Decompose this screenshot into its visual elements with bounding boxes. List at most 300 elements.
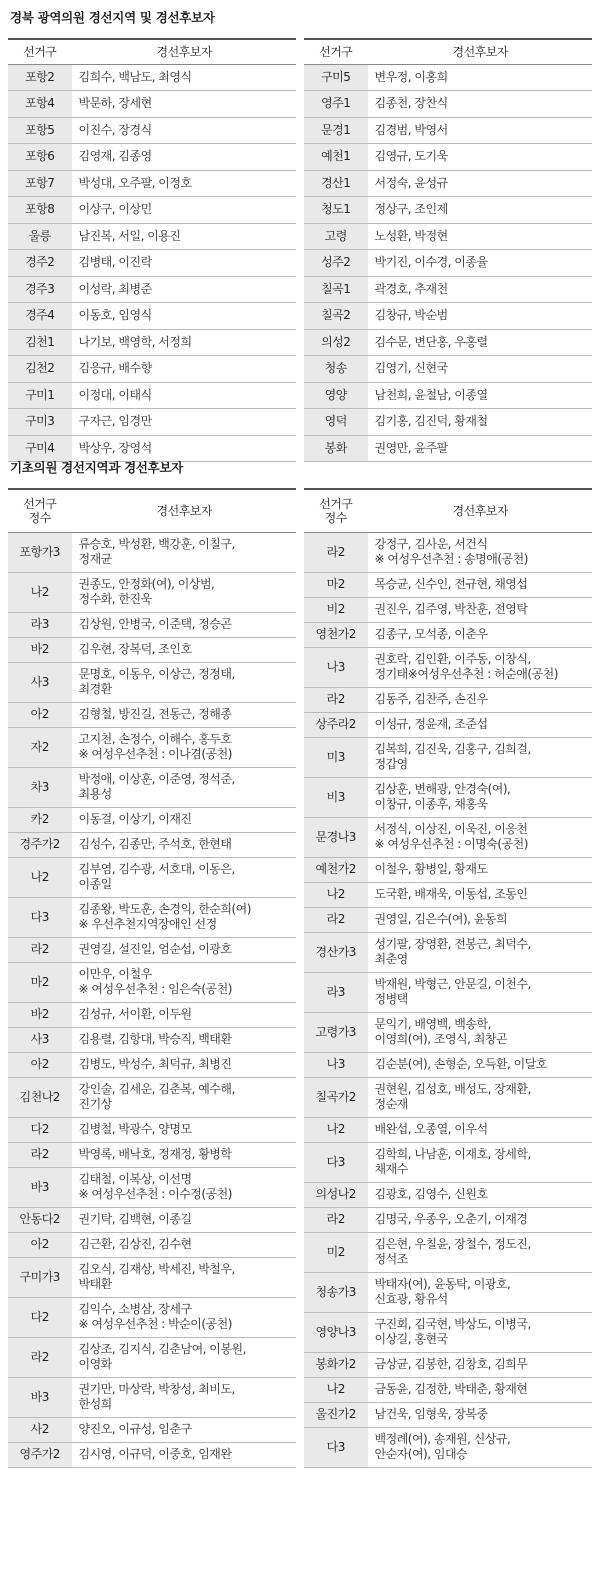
candidates-cell bbox=[368, 1207, 592, 1232]
candidate-line: 서정식, 이상진, 이욱진, 이응천 bbox=[374, 822, 528, 836]
candidate-line: 이종일 bbox=[78, 877, 112, 891]
candidates-cell bbox=[72, 637, 296, 662]
column-header-district-line2: 정수 bbox=[324, 510, 347, 525]
district-cell: 영주1 bbox=[304, 91, 368, 118]
recommendation-note: ※ 여성우선추천 : 박순이(공천) bbox=[78, 1317, 232, 1331]
candidates-cell bbox=[72, 962, 296, 1002]
district-cell: 나2 bbox=[304, 882, 368, 907]
candidate-line: 최경환 bbox=[78, 682, 112, 696]
candidate-line: 권영일, 김은수(여), 윤동희 bbox=[374, 912, 508, 926]
candidates-cell bbox=[368, 622, 592, 647]
table-row bbox=[304, 409, 592, 436]
candidate-line: 김성규, 서이환, 이두원 bbox=[78, 1007, 192, 1021]
candidates-cell bbox=[72, 807, 296, 832]
table-row bbox=[304, 250, 592, 277]
table-row bbox=[304, 1402, 592, 1427]
candidate-line: 김광호, 김영수, 신원호 bbox=[374, 1187, 488, 1201]
candidates-cell bbox=[72, 1142, 296, 1167]
table-row bbox=[304, 1427, 592, 1467]
candidates-cell bbox=[368, 777, 592, 817]
column-header-district-line2: 정수 bbox=[28, 510, 51, 525]
candidate-line: 최춘영 bbox=[374, 952, 408, 966]
table-row bbox=[304, 329, 592, 356]
table-row bbox=[304, 972, 592, 1012]
table-row bbox=[304, 1182, 592, 1207]
district-cell: 칠곡1 bbox=[304, 276, 368, 303]
candidates-cell bbox=[368, 1077, 592, 1117]
table-row bbox=[304, 1012, 592, 1052]
table-row bbox=[8, 1052, 296, 1077]
district-cell: 나2 bbox=[8, 857, 72, 897]
table-row bbox=[304, 932, 592, 972]
district-cell: 김천2 bbox=[8, 356, 72, 383]
district-cell: 카2 bbox=[8, 807, 72, 832]
candidates-cell: 이정대, 이태식 bbox=[72, 382, 296, 409]
table-row bbox=[8, 197, 296, 224]
candidates-cell bbox=[72, 1077, 296, 1117]
candidate-line: 김명국, 우종우, 오춘기, 이재경 bbox=[374, 1212, 528, 1226]
district-cell: 바3 bbox=[8, 1167, 72, 1207]
candidate-line: 성기팔, 장영환, 전봉근, 최덕수, bbox=[374, 937, 531, 951]
recommendation-note: ※ 여성우선추천 : 이명숙(공천) bbox=[374, 837, 528, 851]
table-row bbox=[304, 737, 592, 777]
district-cell: 나2 bbox=[304, 1377, 368, 1402]
table-row bbox=[8, 1442, 296, 1467]
table-row bbox=[8, 1257, 296, 1297]
candidate-line: 정병택 bbox=[374, 992, 408, 1006]
district-cell: 봉화 bbox=[304, 435, 368, 462]
candidates-cell: 김영기, 신현국 bbox=[368, 356, 592, 383]
candidate-line: 고지천, 손정수, 이해수, 홍두호 bbox=[78, 732, 232, 746]
candidate-line: 진기상 bbox=[78, 1097, 112, 1111]
district-cell: 사2 bbox=[8, 1417, 72, 1442]
district-cell: 미3 bbox=[304, 737, 368, 777]
candidate-line: 권호락, 김인환, 이주동, 이창식, bbox=[374, 652, 531, 666]
table-row bbox=[304, 572, 592, 597]
district-cell: 포항2 bbox=[8, 64, 72, 91]
table-row bbox=[8, 329, 296, 356]
district-cell: 김천1 bbox=[8, 329, 72, 356]
district-cell: 경주3 bbox=[8, 276, 72, 303]
table-row bbox=[304, 1312, 592, 1352]
section2-right-table bbox=[304, 488, 592, 1468]
district-cell: 마2 bbox=[8, 962, 72, 1002]
candidate-line: 김상조, 김지식, 김춘남여, 이봉원, bbox=[78, 1342, 246, 1356]
district-cell: 미2 bbox=[304, 1232, 368, 1272]
table-row bbox=[8, 1232, 296, 1257]
candidates-cell bbox=[368, 597, 592, 622]
table-row bbox=[304, 117, 592, 144]
candidate-line: 김은현, 우칠윤, 장철수, 정도진, bbox=[374, 1237, 531, 1251]
candidate-line: 배완섭, 오종열, 이우석 bbox=[374, 1122, 488, 1136]
candidate-line: 김성수, 김종만, 주석호, 한현태 bbox=[78, 837, 232, 851]
candidates-cell: 김영재, 김종영 bbox=[72, 144, 296, 171]
column-header-candidates: 경선후보자 bbox=[72, 39, 296, 64]
section2-title: 기초의원 경선지역과 경선후보자 bbox=[10, 460, 183, 475]
district-cell: 다2 bbox=[8, 1117, 72, 1142]
candidates-cell: 권영만, 윤주팔 bbox=[368, 435, 592, 462]
candidate-line: 김동주, 김찬주, 손진우 bbox=[374, 692, 488, 706]
district-cell: 칠곡가2 bbox=[304, 1077, 368, 1117]
candidates-cell bbox=[368, 647, 592, 687]
table-row bbox=[304, 1272, 592, 1312]
table-row bbox=[8, 962, 296, 1002]
table-row bbox=[8, 91, 296, 118]
candidate-line: 박재원, 박형근, 안문길, 이천수, bbox=[374, 977, 531, 991]
candidates-cell bbox=[72, 1207, 296, 1232]
district-cell: 마2 bbox=[304, 572, 368, 597]
candidate-line: 이만우, 이철우 bbox=[78, 967, 152, 981]
table-row bbox=[304, 303, 592, 330]
candidate-line: 김오식, 김재상, 박세진, 박철우, bbox=[78, 1262, 235, 1276]
table-row bbox=[304, 64, 592, 91]
candidates-cell bbox=[368, 1182, 592, 1207]
table-row bbox=[8, 223, 296, 250]
district-cell: 구미3 bbox=[8, 409, 72, 436]
table-row bbox=[304, 170, 592, 197]
candidate-line: 남건욱, 임형욱, 장복중 bbox=[374, 1407, 488, 1421]
table-row bbox=[304, 647, 592, 687]
table-row bbox=[8, 382, 296, 409]
column-header-district: 선거구 bbox=[8, 39, 72, 64]
district-cell: 영천가2 bbox=[304, 622, 368, 647]
candidates-cell bbox=[72, 832, 296, 857]
candidates-cell bbox=[368, 1142, 592, 1182]
candidates-cell: 이상구, 이상민 bbox=[72, 197, 296, 224]
district-cell: 나2 bbox=[8, 572, 72, 612]
candidates-cell bbox=[72, 1417, 296, 1442]
candidate-line: 권기만, 마상락, 박창성, 최비도, bbox=[78, 1382, 235, 1396]
candidates-cell bbox=[72, 612, 296, 637]
candidates-cell: 김희수, 백남도, 최영식 bbox=[72, 64, 296, 91]
candidates-cell bbox=[368, 972, 592, 1012]
candidates-cell bbox=[72, 1297, 296, 1337]
candidates-cell bbox=[368, 1272, 592, 1312]
candidates-cell bbox=[72, 767, 296, 807]
district-cell: 봉화가2 bbox=[304, 1352, 368, 1377]
candidate-line: 정석조 bbox=[374, 1252, 408, 1266]
candidate-line: 박태자(여), 윤동탁, 이광호, bbox=[374, 1277, 511, 1291]
candidate-line: 김상원, 안병국, 이준택, 정승곤 bbox=[78, 617, 232, 631]
district-cell: 바2 bbox=[8, 637, 72, 662]
table-row bbox=[8, 767, 296, 807]
column-header-district-line1: 선거구 bbox=[23, 496, 57, 511]
candidates-cell bbox=[72, 937, 296, 962]
district-cell: 라2 bbox=[304, 532, 368, 572]
candidate-line: 신효광, 황유석 bbox=[374, 1292, 448, 1306]
district-cell: 라2 bbox=[304, 687, 368, 712]
candidate-line: 김병철, 박광수, 양명모 bbox=[78, 1122, 192, 1136]
table-row bbox=[304, 1232, 592, 1272]
recommendation-note: ※ 여성우선추천 : 송명애(공천) bbox=[374, 552, 528, 566]
candidates-cell bbox=[368, 932, 592, 972]
column-header-candidates: 경선후보자 bbox=[368, 489, 592, 532]
candidates-cell bbox=[72, 1117, 296, 1142]
district-cell: 다3 bbox=[304, 1142, 368, 1182]
table-row bbox=[304, 1142, 592, 1182]
candidate-line: 김복희, 김진욱, 김홍구, 김희걸, bbox=[374, 742, 531, 756]
table-row bbox=[304, 817, 592, 857]
district-cell: 다3 bbox=[8, 897, 72, 937]
candidates-cell: 남진복, 서일, 이용진 bbox=[72, 223, 296, 250]
candidates-cell bbox=[72, 572, 296, 612]
candidates-cell: 박상우, 장영석 bbox=[72, 435, 296, 462]
candidate-line: 최용성 bbox=[78, 787, 112, 801]
candidates-cell bbox=[368, 817, 592, 857]
table-row bbox=[304, 1207, 592, 1232]
candidates-cell: 박문하, 장세현 bbox=[72, 91, 296, 118]
candidate-line: 김종구, 모석종, 이춘우 bbox=[374, 627, 488, 641]
candidate-line: 김형철, 방진길, 전동근, 정해종 bbox=[78, 707, 232, 721]
candidates-cell bbox=[368, 532, 592, 572]
candidates-cell: 변우정, 이홍희 bbox=[368, 64, 592, 91]
district-cell: 고령 bbox=[304, 223, 368, 250]
candidates-cell bbox=[72, 1052, 296, 1077]
candidate-line: 권현원, 김성호, 배성도, 장재환, bbox=[374, 1082, 531, 1096]
candidates-cell bbox=[368, 882, 592, 907]
table-row bbox=[304, 1077, 592, 1117]
column-header-district-line1: 선거구 bbox=[319, 496, 353, 511]
table-row bbox=[8, 276, 296, 303]
district-cell: 구미4 bbox=[8, 435, 72, 462]
recommendation-note: ※ 우선추천지역장애인 선정 bbox=[78, 917, 217, 931]
candidate-line: 이철우, 황병일, 황재도 bbox=[374, 862, 488, 876]
candidate-line: 권영길, 설진일, 엄순섭, 이광호 bbox=[78, 942, 232, 956]
table-row bbox=[8, 1077, 296, 1117]
candidates-cell bbox=[72, 1257, 296, 1297]
district-cell: 라3 bbox=[304, 972, 368, 1012]
district-cell: 차3 bbox=[8, 767, 72, 807]
district-cell: 성주2 bbox=[304, 250, 368, 277]
district-cell: 경산1 bbox=[304, 170, 368, 197]
candidate-line: 권진우, 김주영, 박찬훈, 전영탁 bbox=[374, 602, 528, 616]
district-cell: 라2 bbox=[8, 1142, 72, 1167]
candidate-line: 김익수, 소병삼, 장세구 bbox=[78, 1302, 192, 1316]
column-header-candidates: 경선후보자 bbox=[72, 489, 296, 532]
district-cell: 라2 bbox=[8, 937, 72, 962]
recommendation-note: ※ 여성우선추천 : 이수정(공천) bbox=[78, 1187, 232, 1201]
table-row bbox=[8, 857, 296, 897]
district-cell: 다3 bbox=[304, 1427, 368, 1467]
candidate-line: 양진오, 이규성, 임춘구 bbox=[78, 1422, 192, 1436]
candidate-line: 도국환, 배재욱, 이동섭, 조동인 bbox=[374, 887, 528, 901]
district-cell: 자2 bbox=[8, 727, 72, 767]
candidates-cell bbox=[72, 1002, 296, 1027]
candidates-cell bbox=[368, 737, 592, 777]
candidate-line: 박정애, 이상훈, 이준영, 정석준, bbox=[78, 772, 235, 786]
table-row bbox=[8, 356, 296, 383]
district-cell: 경주2 bbox=[8, 250, 72, 277]
candidates-cell bbox=[72, 1027, 296, 1052]
candidates-cell: 김영규, 도기욱 bbox=[368, 144, 592, 171]
candidate-line: 문익기, 배영백, 백송학, bbox=[374, 1017, 491, 1031]
candidates-cell bbox=[368, 857, 592, 882]
table-row bbox=[304, 1052, 592, 1077]
table-row bbox=[8, 1377, 296, 1417]
candidates-cell bbox=[72, 1337, 296, 1377]
district-cell: 포항7 bbox=[8, 170, 72, 197]
table-row bbox=[8, 572, 296, 612]
district-cell: 비2 bbox=[304, 597, 368, 622]
table-row bbox=[304, 144, 592, 171]
candidate-line: 강인술, 김세운, 김춘복, 예수해, bbox=[78, 1082, 235, 1096]
table-row bbox=[304, 597, 592, 622]
candidates-cell bbox=[368, 1052, 592, 1077]
table-row bbox=[304, 687, 592, 712]
table-row bbox=[8, 612, 296, 637]
table-row bbox=[304, 712, 592, 737]
table-row bbox=[8, 409, 296, 436]
district-cell: 고령가3 bbox=[304, 1012, 368, 1052]
candidate-line: 한성희 bbox=[78, 1397, 112, 1411]
district-cell: 울진가2 bbox=[304, 1402, 368, 1427]
candidate-line: 이상길, 홍현국 bbox=[374, 1332, 448, 1346]
candidate-line: 목승균, 신수인, 전규현, 채영섭 bbox=[374, 577, 528, 591]
district-cell: 사3 bbox=[8, 662, 72, 702]
district-cell: 영주가2 bbox=[8, 1442, 72, 1467]
district-cell: 라2 bbox=[304, 1207, 368, 1232]
table-row bbox=[8, 144, 296, 171]
column-header-district bbox=[304, 489, 368, 532]
candidates-cell bbox=[368, 1402, 592, 1427]
table-row bbox=[8, 832, 296, 857]
candidate-line: 백정례(여), 송재원, 신상규, bbox=[374, 1432, 511, 1446]
table-row bbox=[8, 1297, 296, 1337]
table-row bbox=[8, 1142, 296, 1167]
district-cell: 영양 bbox=[304, 382, 368, 409]
candidate-line: 김병도, 박성수, 최덕규, 최병진 bbox=[78, 1057, 232, 1071]
table-row bbox=[8, 1337, 296, 1377]
table-row bbox=[8, 1167, 296, 1207]
table-row bbox=[8, 170, 296, 197]
candidate-line: 구진회, 김국현, 박상도, 이병국, bbox=[374, 1317, 531, 1331]
district-cell: 포항6 bbox=[8, 144, 72, 171]
column-header-district: 선거구 bbox=[304, 39, 368, 64]
district-cell: 의성나2 bbox=[304, 1182, 368, 1207]
district-cell: 구미1 bbox=[8, 382, 72, 409]
candidate-line: 이성규, 정윤재, 조준섭 bbox=[374, 717, 488, 731]
table-row bbox=[304, 1117, 592, 1142]
district-cell: 포항가3 bbox=[8, 532, 72, 572]
candidate-line: 정순재 bbox=[374, 1097, 408, 1111]
table-row bbox=[8, 727, 296, 767]
candidate-line: 권기탁, 김백현, 이종길 bbox=[78, 1212, 192, 1226]
table-row bbox=[304, 532, 592, 572]
table-row bbox=[304, 435, 592, 462]
candidates-cell: 김종천, 장찬식 bbox=[368, 91, 592, 118]
section2-left-table bbox=[8, 488, 296, 1468]
candidate-line: 금상균, 김봉한, 김창호, 김희무 bbox=[374, 1357, 528, 1371]
district-cell: 예천가2 bbox=[304, 857, 368, 882]
candidates-cell bbox=[368, 1117, 592, 1142]
candidate-line: 김상훈, 변해광, 안경숙(여), bbox=[374, 782, 511, 796]
candidates-cell: 이동호, 임영식 bbox=[72, 303, 296, 330]
candidate-line: 권종도, 안정화(여), 이상범, bbox=[78, 577, 215, 591]
table-row bbox=[8, 1002, 296, 1027]
district-cell: 아2 bbox=[8, 702, 72, 727]
candidate-line: 김시영, 이규덕, 이중호, 임재완 bbox=[78, 1447, 232, 1461]
district-cell: 경산가3 bbox=[304, 932, 368, 972]
candidates-cell: 이진수, 장경식 bbox=[72, 117, 296, 144]
candidate-line: 박영록, 배낙호, 정재정, 황병학 bbox=[78, 1147, 232, 1161]
candidates-cell bbox=[368, 1232, 592, 1272]
candidate-line: 문명호, 이동우, 이상근, 정정태, bbox=[78, 667, 235, 681]
section1-right-table bbox=[304, 38, 592, 462]
district-cell: 비3 bbox=[304, 777, 368, 817]
district-cell: 사3 bbox=[8, 1027, 72, 1052]
district-cell: 나2 bbox=[304, 1117, 368, 1142]
table-row bbox=[304, 1352, 592, 1377]
district-cell: 안동다2 bbox=[8, 1207, 72, 1232]
table-row bbox=[304, 356, 592, 383]
district-cell: 청송 bbox=[304, 356, 368, 383]
table-row bbox=[8, 1207, 296, 1232]
table-row bbox=[8, 662, 296, 702]
candidates-cell: 이성락, 최병준 bbox=[72, 276, 296, 303]
table-row bbox=[8, 303, 296, 330]
candidate-line: 김태철, 이복상, 이선명 bbox=[78, 1172, 192, 1186]
candidate-line: 김학희, 나남훈, 이재호, 장세학, bbox=[374, 1147, 531, 1161]
table-row bbox=[8, 1117, 296, 1142]
candidate-line: 김용렬, 김항대, 박승직, 백태환 bbox=[78, 1032, 232, 1046]
table-row bbox=[304, 622, 592, 647]
candidates-cell bbox=[72, 727, 296, 767]
table-row bbox=[8, 897, 296, 937]
candidate-line: 이영희(여), 조영식, 최창곤 bbox=[374, 1032, 508, 1046]
table-row bbox=[8, 1027, 296, 1052]
candidates-cell: 곽경호, 추재천 bbox=[368, 276, 592, 303]
district-cell: 문경나3 bbox=[304, 817, 368, 857]
section1-left-table bbox=[8, 38, 296, 462]
candidates-cell bbox=[72, 897, 296, 937]
table-row bbox=[8, 702, 296, 727]
district-cell: 구미가3 bbox=[8, 1257, 72, 1297]
district-cell: 영덕 bbox=[304, 409, 368, 436]
candidates-cell: 구자근, 임경만 bbox=[72, 409, 296, 436]
candidates-cell: 노성환, 박정현 bbox=[368, 223, 592, 250]
district-cell: 김천나2 bbox=[8, 1077, 72, 1117]
candidate-line: 김순분(여), 손형순, 오득환, 이달호 bbox=[374, 1057, 547, 1071]
candidates-cell bbox=[368, 1312, 592, 1352]
table-row bbox=[304, 1377, 592, 1402]
table-row bbox=[8, 937, 296, 962]
district-cell: 라2 bbox=[8, 1337, 72, 1377]
candidates-cell: 김응규, 배수향 bbox=[72, 356, 296, 383]
candidate-line: 강정구, 김사운, 서건식 bbox=[374, 537, 488, 551]
district-cell: 경주4 bbox=[8, 303, 72, 330]
district-cell: 예천1 bbox=[304, 144, 368, 171]
table-row bbox=[8, 117, 296, 144]
district-cell: 바3 bbox=[8, 1377, 72, 1417]
table-row bbox=[304, 223, 592, 250]
district-cell: 청도1 bbox=[304, 197, 368, 224]
candidates-cell bbox=[72, 1167, 296, 1207]
candidate-line: 정수화, 한진욱 bbox=[78, 592, 152, 606]
column-header-candidates: 경선후보자 bbox=[368, 39, 592, 64]
table-row bbox=[8, 532, 296, 572]
district-cell: 다2 bbox=[8, 1297, 72, 1337]
recommendation-note: ※ 여성우선추천 : 임은숙(공천) bbox=[78, 982, 232, 996]
candidate-line: 정재균 bbox=[78, 552, 112, 566]
candidates-cell bbox=[72, 702, 296, 727]
table-row bbox=[8, 637, 296, 662]
candidate-line: 류승호, 박성환, 백강훈, 이칠구, bbox=[78, 537, 235, 551]
candidate-line: 안순자(여), 임대승 bbox=[374, 1447, 468, 1461]
candidate-line: 정기태※여성우선추천 : 허순애(공천) bbox=[374, 667, 558, 681]
table-row bbox=[304, 882, 592, 907]
district-cell: 바2 bbox=[8, 1002, 72, 1027]
candidates-cell: 김기홍, 김진덕, 황재철 bbox=[368, 409, 592, 436]
